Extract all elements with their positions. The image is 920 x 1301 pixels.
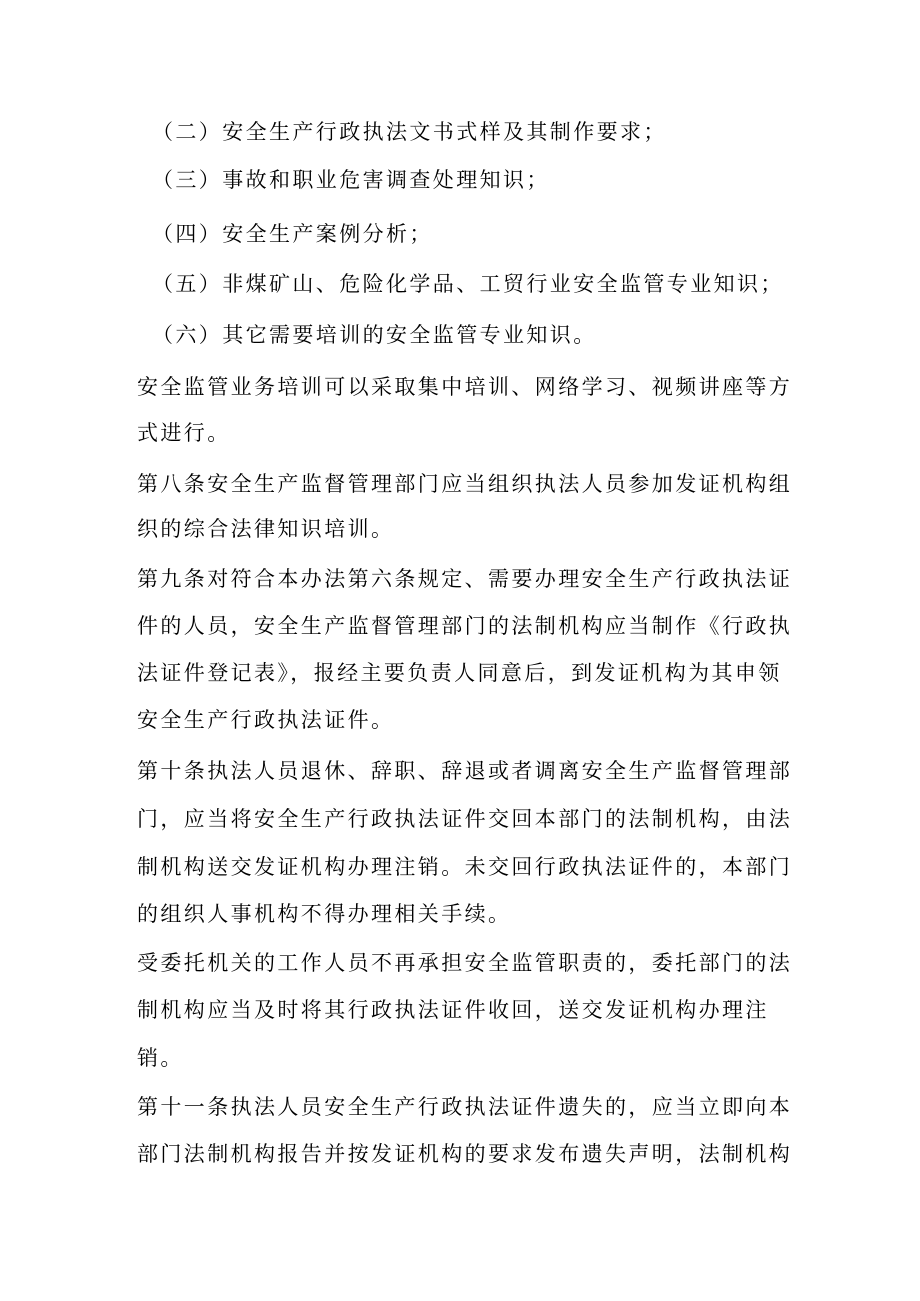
list-item-3: （三）事故和职业危害调查处理知识；	[152, 168, 550, 192]
list-item-4: （四）安全生产案例分析；	[152, 222, 433, 246]
entrusted-line-2: 制机构应当及时将其行政执法证件收回，送交发证机构办理注	[137, 998, 769, 1022]
list-item-6: （六）其它需要培训的安全监管专业知识。	[152, 323, 597, 347]
article-11-line-2: 部门法制机构报告并按发证机构的要求发布遗失声明，法制机构	[137, 1142, 793, 1166]
article-11-line-1: 第十一条执法人员安全生产行政执法证件遗失的，应当立即向本	[137, 1095, 793, 1119]
article-10-line-4: 的组织人事机构不得办理相关手续。	[137, 902, 512, 926]
entrusted-line-1: 受委托机关的工作人员不再承担安全监管职责的，委托部门的法	[137, 951, 793, 975]
paragraph-training-line-2: 式进行。	[137, 421, 231, 445]
paragraph-training-line-1: 安全监管业务培训可以采取集中培训、网络学习、视频讲座等方	[137, 375, 793, 399]
article-9-line-3: 法证件登记表》，报经主要负责人同意后，到发证机构为其申领	[137, 661, 782, 685]
article-10-line-3: 制机构送交发证机构办理注销。未交回行政执法证件的，本部门	[137, 855, 793, 879]
article-10-line-1: 第十条执法人员退休、辞职、辞退或者调离安全生产监督管理部	[137, 759, 793, 783]
article-9-line-2: 件的人员，安全生产监督管理部门的法制机构应当制作《行政执	[137, 614, 793, 638]
entrusted-line-3: 销。	[137, 1046, 184, 1070]
article-8-line-1: 第八条安全生产监督管理部门应当组织执法人员参加发证机构组	[137, 472, 793, 496]
list-item-5: （五）非煤矿山、危险化学品、工贸行业安全监管专业知识；	[152, 272, 784, 296]
article-10-line-2: 门，应当将安全生产行政执法证件交回本部门的法制机构，由法	[137, 807, 793, 831]
article-9-line-1: 第九条对符合本办法第六条规定、需要办理安全生产行政执法证	[137, 567, 793, 591]
list-item-2: （二）安全生产行政执法文书式样及其制作要求；	[152, 120, 667, 144]
article-8-line-2: 织的综合法律知识培训。	[137, 517, 395, 541]
article-9-line-4: 安全生产行政执法证件。	[137, 708, 395, 732]
